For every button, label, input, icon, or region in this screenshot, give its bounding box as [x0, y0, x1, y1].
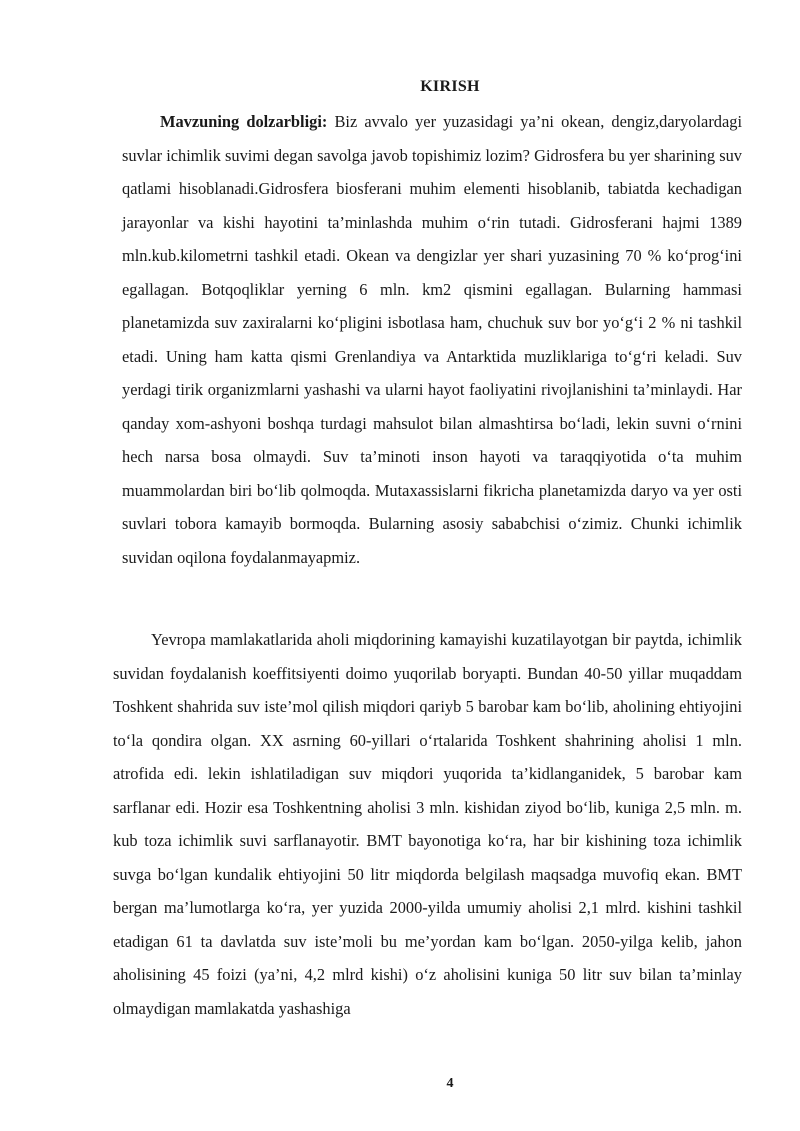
- topic-relevance-heading: Mavzuning dolzarbligi:: [160, 112, 328, 131]
- body-paragraph-text: Yevropa mamlakatlarida aholi miqdorining kamayishi kuzatilayotgan bir paytda, ichimlik suvidan foydalanish koeffitsiyenti doimo yuqorilab boryapti. Bundan 40-50 yillar muqaddam Toshkent shahrida suv iste’mol qilish miqdori qariyb 5 barobar kam bo‘lib, aholining ehtiyojini to‘la qondira olgan. XX asrning 60-yillari o‘rtalarida Toshkent shahrining aholisi 1 mln. atrofida edi. lekin ishlatiladigan suv miqdori yuqorida ta’kidlanganidek, 5 barobar kam sarflanar edi. Hozir esa Toshkentning aholisi 3 mln. kishidan ziyod bo‘lib, kuniga 2,5 mln. m. kub toza ichimlik suvi sarflanayotir. BMT bayonotiga ko‘ra, har bir kishining toza ichimlik suvga bo‘lgan kundalik ehtiyojini 50 litr miqdorda belgilash maqsadga muvofiq ekan. BMT bergan ma’lumotlarga ko‘ra, yer yuzida 2000-yilda umumiy aholisi 2,1 mlrd. kishini tashkil etadigan 61 ta davlatda suv iste’moli bu me’yordan kam bo‘lgan. 2050-yilga kelib, jahon aholisining 45 foizi (ya’ni, 4,2 mlrd kishi) o‘z aholisini kuniga 50 litr suv bilan ta’minlay olmaydigan mamlakatda yashashiga: [113, 630, 742, 1018]
- page-number: 4: [446, 1076, 454, 1091]
- intro-paragraph: [122, 105, 742, 574]
- page-title: KIRISH: [420, 78, 480, 95]
- intro-paragraph-text: Biz avvalo yer yuzasidagi ya’ni okean, dengiz,daryolardagi suvlar ichimlik suvimi degan savolga javob topishimiz lozim? Gidrosfera bu yer sharining suv qatlami hisoblanadi.Gidrosfera biosferani muhim elementi hisoblanib, tabiatda kechadigan jarayonlar va kishi hayotini ta’minlashda muhim o‘rin tutadi. Gidrosferani hajmi 1389 mln.kub.kilometrni tashkil etadi. Okean va dengizlar yer shari yuzasining 70 % ko‘prog‘ini egallagan. Botqoqliklar yerning 6 mln. km2 qismini egallagan. Bularning hammasi planetamizda suv zaxiralarni ko‘pligini isbotlasa ham, chuchuk suv bor yo‘g‘i 2 % ni tashkil etadi. Uning ham katta qismi Grenlandiya va Antarktida muzliklariga to‘g‘ri keladi. Suv yerdagi tirik organizmlarni yashashi va ularni hayot faoliyatini rivojlanishini ta’minlaydi. Har qanday xom-ashyoni boshqa turdagi mahsulot bilan almashtirsa bo‘ladi, lekin suvni o‘rnini hech narsa bosa olmaydi. Suv ta’minoti inson hayoti va taraqqiyotida o‘ta muhim muammolardan biri bo‘lib qolmoqda. Mutaxassislarni fikricha planetamizda daryo va yer osti suvlari tobora kamayib bormoqda. Bularning asosiy sababchisi o‘zimiz. Chunki ichimlik suvidan oqilona foydalanmayapmiz.: [122, 112, 742, 567]
- body-paragraph: [113, 623, 742, 1025]
